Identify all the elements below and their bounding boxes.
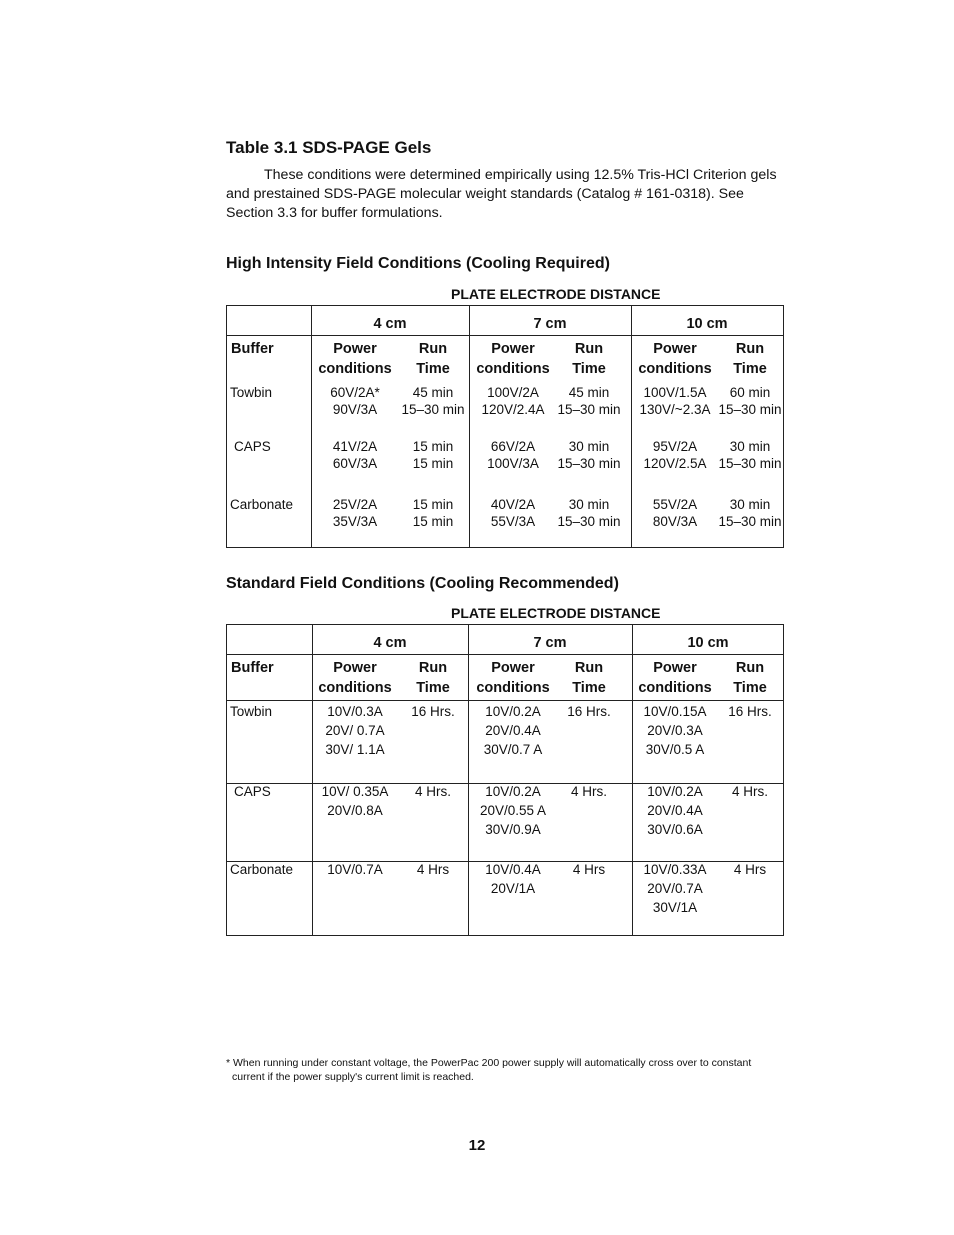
high-intensity-heading: High Intensity Field Conditions (Cooling Required) — [226, 255, 610, 272]
standard-field-table — [226, 624, 784, 936]
buffer-column-header: Buffer — [231, 341, 274, 357]
power-condition-value: 10V/0.4A — [485, 862, 541, 877]
power-condition-value: 10V/0.3A — [327, 704, 383, 719]
distance-header-d7: 7 cm — [533, 316, 567, 332]
column-divider — [631, 306, 632, 547]
column-divider — [311, 306, 312, 547]
high-intensity-table — [226, 305, 784, 548]
run-time-value: 15–30 min — [718, 514, 782, 529]
run-time-value: 15–30 min — [557, 456, 621, 471]
high-plate-distance-label: PLATE ELECTRODE DISTANCE — [451, 286, 661, 302]
run-time-value: 15–30 min — [557, 514, 621, 529]
column-divider — [469, 306, 470, 547]
run-time-value: 4 Hrs. — [570, 784, 607, 799]
power-condition-value: 20V/ 0.7A — [325, 723, 385, 738]
row-divider — [227, 335, 783, 336]
buffer-name: Towbin — [230, 385, 273, 400]
distance-header-d7: 7 cm — [533, 635, 567, 651]
distance-header-d4: 4 cm — [373, 316, 407, 332]
power-condition-value: 66V/2A — [490, 439, 536, 454]
run-column-header: Run — [735, 341, 765, 357]
run-column-header: Time — [416, 680, 450, 696]
power-condition-value: 20V/0.4A — [647, 803, 703, 818]
run-column-header: Run — [574, 660, 604, 676]
power-condition-value: 20V/0.55 A — [479, 803, 547, 818]
power-column-header: conditions — [476, 680, 550, 696]
power-condition-value: 100V/3A — [487, 456, 539, 471]
run-column-header: Run — [574, 341, 604, 357]
buffer-name: Towbin — [230, 704, 273, 719]
power-condition-value: 100V/2A — [487, 385, 539, 400]
power-condition-value: 30V/ 1.1A — [325, 742, 385, 757]
run-time-value: 15–30 min — [557, 402, 621, 417]
power-condition-value: 55V/2A — [652, 497, 698, 512]
power-condition-value: 20V/0.4A — [485, 723, 541, 738]
power-column-header: conditions — [476, 361, 550, 377]
run-column-header: Run — [735, 660, 765, 676]
power-column-header: Power — [333, 341, 377, 357]
power-column-header: conditions — [318, 680, 392, 696]
power-column-header: conditions — [318, 361, 392, 377]
page-number: 12 — [468, 1137, 486, 1154]
table-title: Table 3.1 SDS-PAGE Gels — [226, 138, 432, 157]
power-condition-value: 10V/ 0.35A — [321, 784, 389, 799]
buffer-name: CAPS — [234, 784, 271, 799]
power-condition-value: 120V/2.4A — [481, 402, 545, 417]
power-condition-value: 95V/2A — [652, 439, 698, 454]
power-column-header: Power — [653, 660, 697, 676]
power-condition-value: 130V/~2.3A — [639, 402, 711, 417]
run-time-value: 30 min — [729, 439, 771, 454]
power-condition-value: 20V/0.7A — [647, 881, 703, 896]
power-condition-value: 120V/2.5A — [643, 456, 707, 471]
power-condition-value: 60V/2A* — [330, 385, 380, 400]
run-time-value: 30 min — [568, 439, 610, 454]
run-time-value: 16 Hrs. — [411, 704, 455, 719]
run-column-header: Time — [733, 361, 767, 377]
run-time-value: 45 min — [412, 385, 454, 400]
power-column-header: Power — [653, 341, 697, 357]
run-column-header: Run — [418, 660, 448, 676]
run-time-value: 60 min — [729, 385, 771, 400]
power-condition-value: 30V/1A — [652, 900, 698, 915]
power-condition-value: 40V/2A — [490, 497, 536, 512]
column-divider — [468, 625, 469, 935]
run-column-header: Run — [418, 341, 448, 357]
run-time-value: 15–30 min — [718, 456, 782, 471]
power-condition-value: 10V/0.2A — [647, 784, 703, 799]
power-column-header: Power — [333, 660, 377, 676]
run-column-header: Time — [733, 680, 767, 696]
distance-header-d10: 10 cm — [687, 635, 729, 651]
power-condition-value: 20V/0.3A — [647, 723, 703, 738]
power-condition-value: 80V/3A — [652, 514, 698, 529]
run-time-value: 4 Hrs. — [414, 784, 451, 799]
run-time-value: 30 min — [568, 497, 610, 512]
power-condition-value: 60V/3A — [332, 456, 378, 471]
buffer-name: Carbonate — [230, 862, 294, 877]
distance-header-d4: 4 cm — [373, 635, 407, 651]
power-condition-value: 55V/3A — [490, 514, 536, 529]
power-condition-value: 10V/0.2A — [485, 784, 541, 799]
run-time-value: 4 Hrs — [733, 862, 767, 877]
power-condition-value: 10V/0.7A — [327, 862, 383, 877]
run-column-header: Time — [572, 361, 606, 377]
power-column-header: Power — [491, 341, 535, 357]
run-time-value: 15 min — [412, 514, 454, 529]
run-column-header: Time — [572, 680, 606, 696]
power-condition-value: 30V/0.9A — [485, 822, 541, 837]
run-time-value: 15 min — [412, 456, 454, 471]
run-time-value: 4 Hrs — [572, 862, 606, 877]
standard-plate-distance-label: PLATE ELECTRODE DISTANCE — [451, 605, 661, 621]
power-condition-value: 10V/0.15A — [643, 704, 707, 719]
row-divider — [227, 654, 783, 655]
power-condition-value: 100V/1.5A — [643, 385, 707, 400]
power-column-header: conditions — [638, 680, 712, 696]
power-condition-value: 25V/2A — [332, 497, 378, 512]
power-condition-value: 30V/0.5 A — [645, 742, 705, 757]
power-condition-value: 90V/3A — [332, 402, 378, 417]
run-time-value: 4 Hrs. — [731, 784, 768, 799]
run-time-value: 16 Hrs. — [728, 704, 772, 719]
footnote-line-2: current if the power supply's current limit is reached. — [232, 1071, 474, 1083]
run-time-value: 15–30 min — [718, 402, 782, 417]
run-time-value: 16 Hrs. — [567, 704, 611, 719]
run-time-value: 45 min — [568, 385, 610, 400]
run-time-value: 15–30 min — [401, 402, 465, 417]
power-condition-value: 20V/0.8A — [327, 803, 383, 818]
buffer-column-header: Buffer — [231, 660, 274, 676]
power-column-header: conditions — [638, 361, 712, 377]
power-condition-value: 10V/0.2A — [485, 704, 541, 719]
run-time-value: 30 min — [729, 497, 771, 512]
run-time-value: 15 min — [412, 439, 454, 454]
power-condition-value: 41V/2A — [332, 439, 378, 454]
buffer-name: CAPS — [234, 439, 271, 454]
run-column-header: Time — [416, 361, 450, 377]
buffer-name: Carbonate — [230, 497, 294, 512]
power-condition-value: 30V/0.6A — [647, 822, 703, 837]
power-column-header: Power — [491, 660, 535, 676]
run-time-value: 15 min — [412, 497, 454, 512]
standard-field-heading: Standard Field Conditions (Cooling Recommended) — [226, 575, 619, 592]
row-divider — [227, 700, 783, 701]
power-condition-value: 20V/1A — [490, 881, 536, 896]
run-time-value: 4 Hrs — [416, 862, 450, 877]
distance-header-d10: 10 cm — [686, 316, 728, 332]
intro-paragraph: These conditions were determined empirically using 12.5% Tris-HCl Criterion gels and prestained SDS-PAGE molecular weight standards (Catalog # 161-0318). See Section 3.3 for buffer formulations. — [226, 167, 777, 221]
power-condition-value: 35V/3A — [332, 514, 378, 529]
power-condition-value: 10V/0.33A — [643, 862, 707, 877]
power-condition-value: 30V/0.7 A — [483, 742, 543, 757]
footnote — [226, 1056, 771, 1084]
footnote-line-1: * When running under constant voltage, the PowerPac 200 power supply will automatically cross over to constant — [226, 1057, 752, 1069]
